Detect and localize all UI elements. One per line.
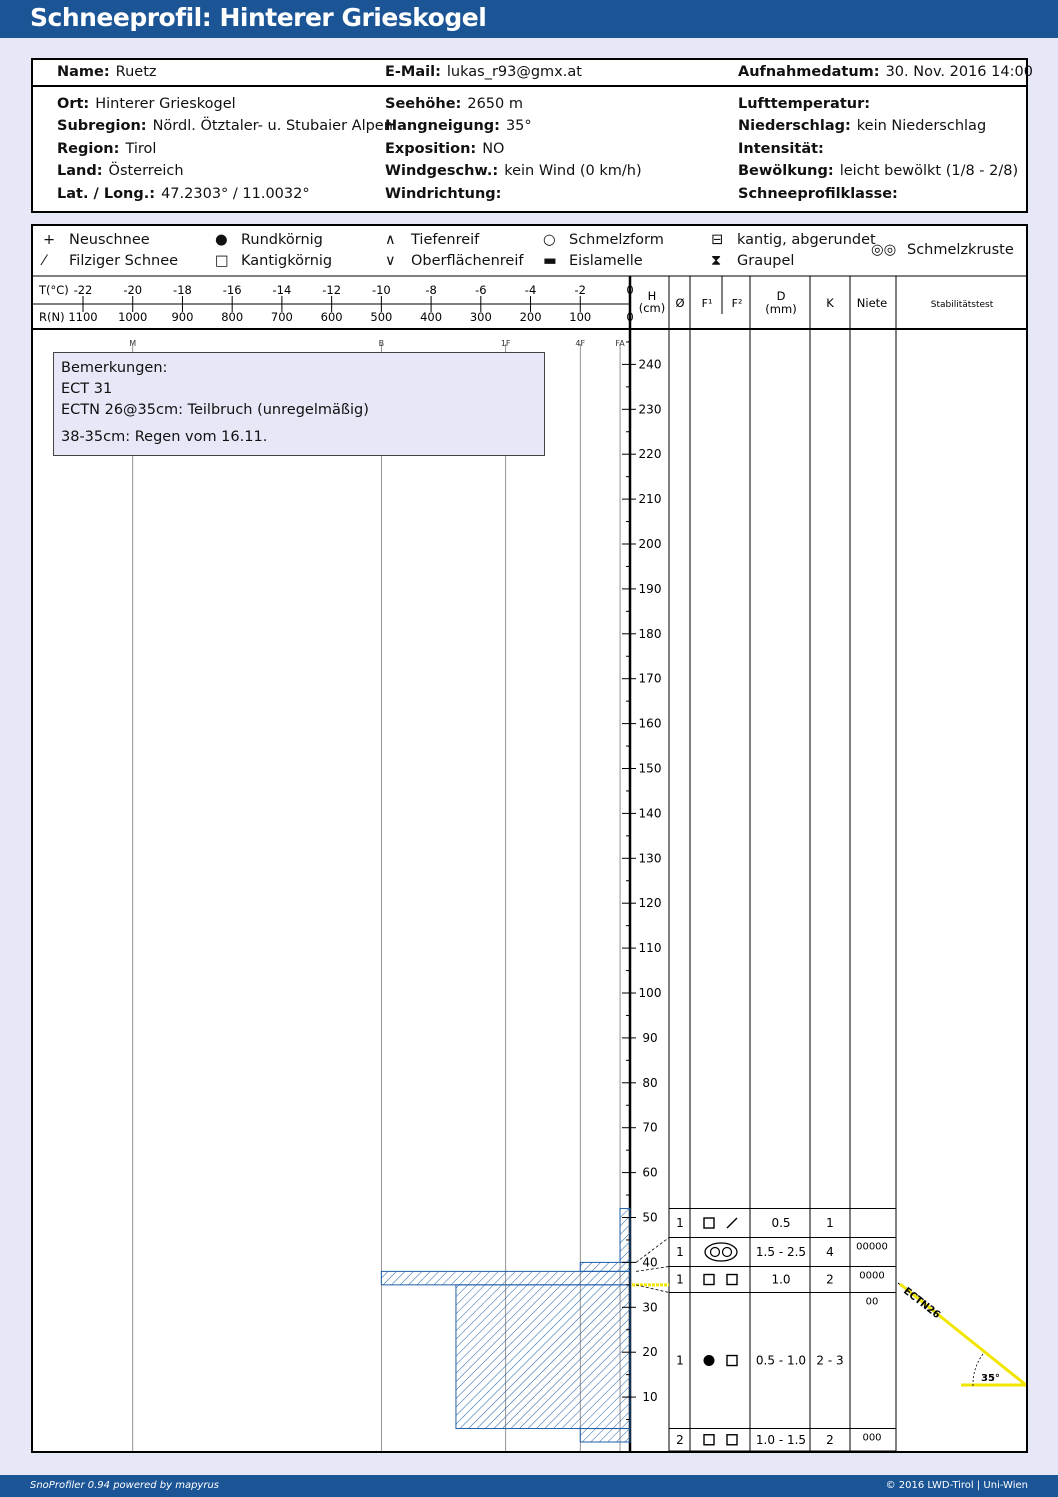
hangneigung-field: Hangneigung: 35° (385, 118, 532, 134)
legend-eislamelle: ▬ Eislamelle (543, 253, 643, 269)
height-tick-label: 90 (642, 1030, 658, 1045)
remarks-line: ECTN 26@35cm: Teilbruch (unregelmäßig) (61, 402, 369, 418)
layer-grain-form-2 (727, 1356, 737, 1366)
melt-crust-outline (705, 1243, 737, 1261)
hardness-bar (620, 1209, 630, 1263)
remarks-line: ECT 31 (61, 381, 113, 397)
stab-angle-label: 35° (981, 1373, 1000, 1384)
neuschnee-icon: + (43, 232, 56, 248)
layer-wetness: 1 (676, 1272, 684, 1287)
land-field: Land: Österreich (57, 163, 184, 179)
layer-wetness: 1 (676, 1216, 684, 1231)
temp-tick-label: -12 (322, 283, 342, 297)
legend-neuschnee: + Neuschnee (43, 232, 150, 248)
height-tick-label: 50 (642, 1210, 658, 1225)
height-tick-label: 70 (642, 1120, 658, 1135)
layer-niete: 00000 (856, 1241, 888, 1253)
layer-hardness: 2 (826, 1272, 834, 1287)
layer-wetness: 2 (676, 1432, 684, 1447)
footer-right: © 2016 LWD-Tirol | Uni-Wien (885, 1480, 1028, 1491)
temp-tick-label: -10 (371, 283, 391, 297)
layer-grain-form-2 (727, 1275, 737, 1285)
layer-grain-form-1 (704, 1435, 714, 1445)
ram-tick-label: 300 (469, 310, 492, 324)
legend-tiefenreif: ∧ Tiefenreif (385, 232, 480, 248)
legend-schmelzform: ○ Schmelzform (543, 232, 664, 248)
height-tick-label: 100 (638, 986, 662, 1000)
page-title: Schneeprofil: Hinterer Grieskogel (30, 3, 487, 32)
hardness-reference-label: M (129, 339, 137, 348)
ram-tick-label: 700 (270, 310, 293, 324)
height-tick-label: 230 (638, 402, 662, 417)
seehoehe-field: Seehöhe: 2650 m (385, 96, 523, 112)
height-tick-label: 120 (638, 896, 662, 911)
stab-header: Stabilitätstest (930, 300, 994, 310)
hardness-reference-label: 4F (575, 339, 586, 348)
exposition-field: Exposition: NO (385, 141, 505, 157)
layer-wetness: 1 (676, 1353, 684, 1368)
kantigkoernig-icon: □ (215, 253, 229, 269)
height-tick-label: 150 (638, 761, 662, 776)
subregion-field: Subregion: Nördl. Ötztaler- u. Stubaier Alpen (57, 118, 393, 134)
height-tick-label: 200 (638, 537, 662, 551)
height-tick-label: 40 (642, 1255, 658, 1270)
hardness-reference-label: 1F (500, 339, 511, 348)
windrichtung-field: Windrichtung: (385, 186, 502, 202)
layer-grain-form-2 (727, 1435, 737, 1445)
height-tick-label: 20 (642, 1345, 658, 1360)
legend-rundkoernig: ● Rundkörnig (215, 232, 323, 248)
niederschlag-field: Niederschlag: kein Niederschlag (738, 118, 987, 134)
layer-grain-size: 1.5 - 2.5 (755, 1245, 807, 1260)
layer-niete: 0000 (859, 1270, 885, 1282)
temp-axis-label: T(°C) (39, 283, 69, 297)
footer-left: SnoProfiler 0.94 powered by mapyrus (30, 1480, 220, 1491)
hardness-reference-label: B (378, 339, 385, 348)
d-unit: (mm) (765, 302, 797, 316)
hardness-bar (580, 1262, 630, 1271)
layer-niete: 00 (865, 1296, 879, 1308)
height-tick-label: 110 (638, 941, 662, 956)
remarks-box (53, 352, 545, 456)
height-tick-label: 180 (638, 626, 662, 641)
temp-tick-label: -20 (123, 283, 143, 297)
remarks-line: 38-35cm: Regen vom 16.11. (61, 429, 268, 445)
ram-tick-label: 1000 (118, 310, 148, 324)
height-tick-label: 140 (638, 806, 662, 821)
legend-graupel: ⧗ Graupel (711, 253, 795, 269)
schmelzform-icon: ○ (543, 232, 556, 248)
wetness-header: Ø (675, 296, 685, 310)
k-header: K (826, 296, 834, 310)
temp-tick-label: -18 (173, 283, 192, 297)
temp-tick-label: -4 (524, 283, 537, 297)
h-label: H (647, 289, 657, 303)
temp-tick-label: 0 (626, 283, 634, 297)
latlong-field: Lat. / Long.: 47.2303° / 11.0032° (57, 186, 310, 202)
height-tick-label: 10 (642, 1390, 658, 1405)
eislamelle-icon: ▬ (543, 253, 557, 269)
lufttemperatur-field: Lufttemperatur: (738, 96, 871, 112)
remarks-title: Bemerkungen: (61, 360, 168, 376)
h-unit: (cm) (638, 301, 666, 315)
legend-kantigkoernig: □ Kantigkörnig (215, 253, 333, 269)
legend-filziger-schnee: ⁄ Filziger Schnee (43, 253, 179, 269)
hardness-bar (381, 1271, 630, 1284)
email-field: E-Mail: lukas_r93@gmx.at (385, 64, 582, 80)
height-tick-label: 220 (638, 447, 662, 462)
temp-tick-label: -2 (574, 283, 587, 297)
intensitaet-field: Intensität: (738, 141, 824, 157)
ort-field: Ort: Hinterer Grieskogel (57, 96, 236, 112)
niete-header: Niete (856, 296, 888, 310)
d-header: D (776, 289, 786, 303)
height-tick-label: 130 (638, 851, 662, 866)
layer-wetness: 1 (676, 1245, 684, 1260)
schneeprofilklasse-field: Schneeprofilklasse: (738, 186, 898, 202)
legend-kantig-abgerundet: ⊟ kantig, abgerundet (711, 232, 876, 248)
ram-tick-label: 200 (519, 310, 542, 324)
melt-crust-grain (711, 1248, 720, 1257)
layer-grain-form-1 (704, 1275, 714, 1285)
layer-grain-size: 0.5 - 1.0 (755, 1353, 807, 1368)
rundkoernig-icon: ● (215, 232, 228, 248)
layer-niete: 000 (862, 1432, 882, 1444)
ram-tick-label: 500 (370, 310, 393, 324)
oberflaechenreif-icon: ∨ (385, 253, 396, 269)
layer-hardness: 2 - 3 (816, 1353, 844, 1368)
graupel-icon: ⧗ (711, 253, 722, 269)
f1-header: F¹ (701, 297, 713, 310)
ram-tick-label: 900 (171, 310, 194, 324)
legend-schmelzkruste: ◎◎ Schmelzkruste (871, 242, 1014, 258)
height-tick-label: 210 (638, 492, 662, 507)
tiefenreif-icon: ∧ (385, 232, 396, 248)
temp-tick-label: -6 (475, 283, 487, 297)
height-tick-label: 190 (638, 581, 662, 596)
height-tick-label: 160 (638, 716, 662, 731)
ram-tick-label: 800 (221, 310, 244, 324)
height-tick-label: 60 (642, 1165, 658, 1180)
melt-crust-grain (723, 1248, 732, 1257)
ram-tick-label: 600 (320, 310, 343, 324)
filziger-schnee-icon: ⁄ (43, 253, 46, 269)
name-field: Name: Ruetz (57, 64, 157, 80)
layer-hardness: 1 (826, 1216, 834, 1231)
layer-grain-form-1 (704, 1355, 715, 1366)
ram-tick-label: 0 (626, 310, 634, 324)
height-tick-label: 240 (638, 357, 662, 372)
ram-tick-label: 100 (569, 310, 592, 324)
height-tick-label: 170 (638, 671, 662, 686)
temp-tick-label: -14 (272, 283, 292, 297)
height-tick-label: 30 (642, 1300, 658, 1315)
region-field: Region: Tirol (57, 141, 157, 157)
meta-divider (33, 85, 1026, 87)
layer-hardness: 2 (826, 1432, 834, 1447)
layer-grain-size: 1.0 - 1.5 (755, 1432, 807, 1447)
date-field: Aufnahmedatum: 30. Nov. 2016 14:00 (738, 64, 1033, 80)
hardness-bar (580, 1429, 630, 1442)
stab-test-label: ECTN26 (901, 1285, 943, 1322)
profile-panel (31, 224, 1028, 1453)
layer-grain-size: 1.0 (771, 1272, 791, 1287)
hardness-bar (456, 1285, 630, 1429)
metadata-panel (31, 58, 1033, 213)
legend-oberflaechenreif: ∨ Oberflächenreif (385, 253, 524, 269)
kantig-abgerundet-icon: ⊟ (711, 232, 724, 248)
ram-tick-label: 400 (420, 310, 443, 324)
layer-grain-form-1 (704, 1218, 714, 1228)
temp-tick-label: -16 (222, 283, 242, 297)
layer-grain-form-1 (705, 1243, 737, 1261)
layer-grain-size: 0.5 (771, 1216, 791, 1231)
f2-header: F² (731, 297, 743, 310)
layer-hardness: 4 (826, 1245, 834, 1260)
schmelzkruste-icon: ◎◎ (871, 242, 897, 258)
temp-tick-label: -22 (73, 283, 93, 297)
footer (0, 1475, 1058, 1497)
hardness-reference-label: FA (615, 339, 625, 348)
title-bar (0, 0, 1058, 38)
windgeschw-field: Windgeschw.: kein Wind (0 km/h) (385, 163, 642, 179)
height-tick-label: 80 (642, 1075, 658, 1090)
temp-tick-label: -8 (425, 283, 437, 297)
layer-grain-form-2 (727, 1218, 737, 1228)
ram-tick-label: 1100 (68, 310, 98, 324)
bewoelkung-field: Bewölkung: leicht bewölkt (1/8 - 2/8) (738, 163, 1019, 179)
ram-axis-label: R(N) (39, 310, 65, 324)
